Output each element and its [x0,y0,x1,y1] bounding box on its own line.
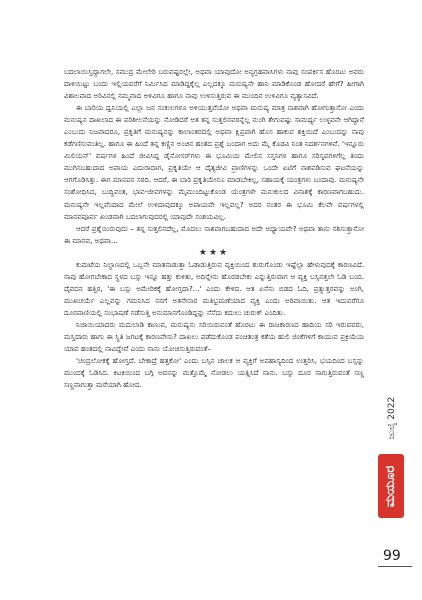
issue-date-label [372,388,412,448]
article-body [64,66,364,391]
article-paragraph: ಈ ಬಾರಿಯ ಧ್ವನಿಯಲ್ಲಿ ಎಲ್ಲಾ ಜನ ಸಂಕುಲಗಳೂ ಅಳಿಯುತ್ತವೆಯೋ ಅಥವಾ ಮನುಷ್ಯ ಮಾತ್ರ ನಾಶವಾಗಿ ಹೋಗುತ್ತಾನೋ ಎಂದು ಮನುಷ್ಯನ ದಾಖಲಾದ ಈ ಪರಿಶೀಲನೆಯನ್ನು ನೋಡಿದರೆ ಆತ ತನ್ನ ಸುತ್ತಲಿನವರನ್ನೆಲ್ಲ ನುಂಗಿ ತೇಗುವಷ್ಟು ಸಾಮರ್ಥ್ಯ ಉಳ್ಳವನೇ ಆಗಿದ್ದಾನೆ ಎಂಬುದು ನಿಜವಾದರೂ, ಪ್ರಕೃತಿಗೆ ಮನುಷ್ಯನನ್ನು ಕಾಲಾಂತರದಲ್ಲಿ ಅಥವಾ ಕ್ಷಿಪ್ರವಾಗಿ ಹೊಸ ಹಾಕುವ ಶಕ್ತಿಯಿದೆ ಎಂಬುದನ್ನು ನಾವು ಕಡೆಗಣಿಸುವಂತಿಲ್ಲ. ಹಾಗೂ ಈ ಹಿಂದೆ ತನ್ನ ಕಣ್ಣಿನ ಅಂಚಿನ ಹಂತದ ಪ್ರಶ್ನೆ ಬಂದಾಗ ಅದು ಮೈ ಕೊಡವಿ ನಿಂತ ನಿದರ್ಶನಗಳಿವೆ. 'ಇನ್ನೂರು ಮಿಲಿಯನ್' ವರ್ಷಗಳ ಹಿಂದೆ ಜೀವಿಸಿದ್ದ ಡೈನೋಸರ್‌ಗಳು ಈ ಭೂಮಿಯ ಮೇಲಿನ ಸಸ್ತನಿಗಳ ಹಾಗೂ ಸರಿಸೃಪಗಳಿಗೆಲ್ಲ ತಿಂದು ಮುಗಿಸಬಹುದಾದ ಅಪಾಯ ಎದುರಾದಾಗ, ಪ್ರಕೃತಿಯೇ ಆ ದೈತ್ಯಜೀವಿ ಪ್ರಾಣಿಗಳನ್ನು ಒಂದೇ ಏಟಿಗೆ ನಾಶಪಡಿಸುವ ಘಟನೆಯನ್ನು ಆಗಗೊಡಿಸಿತ್ತು. ಈಗ ಮಾನವನ ಸರದಿ. ಆದರೆ, ಈ ಬಾರಿ ಪ್ರಕೃತಿಯೇನೂ ಮಾಡಬೇಕಿಲ್ಲ, ಸಹಾಯಕ್ಕೆ ಯಂತ್ರಗಳು ಬಂದಾವು. ಮನುಷ್ಯನೇ ಸಂಶೋಧಿಸಿದ, ಬುದ್ಧಿವಂತ, ಭಾವ-ಜೀವಗಳನ್ನು ಮೈಮುಂದಿಟ್ಟುಕೊಂಡ ಯಂತ್ರಗಳೇ ಮನುಕುಲದ ವಿನಾಶಕ್ಕೆ ಕಾರಣವಾಗಬಹುದು. ಮನುಷ್ಯನೇ ಇಲ್ಲವೆಂದಾದ ಮೇಲೆ ಉಳಿದಾವುದಕ್ಕೂ ಅಪಾಯವೇ ಇಲ್ಲವಲ್ಲ? ಅದರ ನಂತರ ಈ ಭೂಮಿ ಕೆಲವೇ ವರ್ಷಗಳಲ್ಲಿ ಮಾನವಪೂರ್ವ ಖಂಡವಾಗಿ ಬದಲಾಗುವುದರಲ್ಲಿ ಯಾವುದೇ ಸಂಶಯವಿಲ್ಲ. [64,103,364,221]
magazine-logo-text: ಮಯೂರ [383,465,399,507]
article-paragraph: ಕುಮಟೆಯ ನಿಲ್ದಾಣದಲ್ಲಿ ಒಬ್ಬನೇ ಮಾತನಾಡುತ್ತಾ ಓಡಾಡುತ್ತಿರುವ ವ್ಯಕ್ತಿಯಿಂದ ಶುರುಗೊಂಡು ಇಷ್ಟೆಲ್ಲಾ ಹೇಳುವುದಕ್ಕೆ ಕಾರಣವಿದೆ. ನಾವು ಹೋಗಬೇಕಾದ ಸ್ಥಳದ ಬಸ್ಸು ಇನ್ನೂ ಹತ್ತು ಕುಳಿತು, ಅದಿನ್ನೇನು ಹೊರಡಬೇಕು ಎನ್ನುತ್ತಿರುವಾಗ ಆ ವ್ಯಕ್ತಿ ಬಸ್ಸಿನತ್ತಲೇ ಓಡಿ ಬಂದ. ದೈವದನ ಹತ್ತಿರ, 'ಈ ಬಸ್ಸು ಅಮೇರಿಕಕ್ಕೆ ಹೋಗ್ತದಾ?...' ಎಂದು ಕೇಳಿದ. ಆತ ಏನೆನು ಬಿಡದ ಓದಿ, ಪ್ರತ್ಯುತ್ತರವನ್ನು ಅಂಗಿ, ಮುಖಚರ್ಯೆ ಎಲ್ಲವನ್ನು ಗಮನಿಸಿದ ನನಗೆ ಅತನೇನಾರ ಮತಿಭ್ರಮಣೆಯಾದ ವ್ಯಕ್ತಿ ಎಂದು ಅರಿವಾಯಿತು. ಆತ ಇದುವರೆಗೂ ದೂರವಾಣಿಯಲ್ಲಿ ಸಂಭಾಷಣೆ ನಡೆಸುತ್ತಿ ಅನುಮಾನಗೊಂಡಿದ್ದನ್ನು ನೆನೆದು ಕದುಲು ಚುರುಕ್ ಎಂದಿತು. [64,259,364,317]
section-separator: ★★★ [198,247,230,258]
issue-date-text: ಜುಲೈ 2022 [387,396,398,440]
magazine-logo [378,454,404,518]
page-number-rule [378,566,412,567]
article-paragraph: ಆದರೆ ಪ್ರಶ್ನೆಯಿರುವುದು – ತನ್ನ ಸುತ್ತಲಿನದೆಲ್ಲ, ಮೊದಲು ನಾಶವಾಗಬಹುದಾದ ಅದೇ ಅಧ್ಯಾಯವೇ? ಅಥವಾ ತಾನು ನಶಿಸುತ್ತಾನೋ ಈ ಮಾನವ, ಅಥವಾ... [64,223,364,245]
article-paragraph: 'ಚಂದ್ರಲೋಕಕ್ಕೆ ಹೋಗ್ತದೆ. ಬೇಕಾದ್ರೆ ಹತ್ತಕೋ' ಎಂದು ಬಸ್ಸಿನ ಚಾಲಕ ಆ ವ್ಯಕ್ತಿಗೆ ಅಪಹಾಸ್ಯದಿಂದ ಉತ್ತರಿಸಿ, ಭಯದಿಂದ ಬಸ್ಸನ್ನು ಮುಂದಕ್ಕೆ ಓಡಿಸಿದ. ಕಿಟಕಿಯಿಂದ ಬಗ್ಗಿ ಅವನನ್ನು ಮತ್ತೊಮ್ಮೆ ನೋಡಲು ಯತ್ನಿಸಿದೆ ನಾನು. ಬಸ್ಸು ದೂರ ಸಾಗುತ್ತಿರುವಂತೆ ಸಣ್ಣ ಸಣ್ಣವಾಗುತ್ತಾ ಮರೆಯಾಗಿ ಹೋದ. [64,356,364,390]
article-paragraph: ಬದಲಾಯಿಸ್ತಿದ್ದಾಗಲೇ, ಸಮುದ್ರ ಮೇಲೇರಿ ಬರುವಷ್ಟರಲ್ಲೇ, ಅಥವಾ ಯಾವುದೋ ಅನ್ಯಗ್ರಹವಾಸಿಗಳು ನಾವು ಸಂಪರ್ಕಿಸ ಹೊರಟು ಅವರು ದಾಳಿಯಿಟ್ಟು ಬಂದು ಇಲ್ಲಿಯವರೆಗೆ ನಿರ್ಮಿಸಿದ ಮಾಡಿದ್ದಕ್ಕೆಲ್ಲ ಎಲ್ಲದಕ್ಕೂ ಮನುಷ್ಯನೇ ಹಾನಿ ಮಾಡಿಕೊಂಡ ಹೋದರೆ ಹೇಗೆ? ಹೀಗಾಗಿ ವಿಶಾಲವಾದ ಅರಿವಿನಲ್ಲಿ ನಮ್ಮವಾದ ಅಳಿವಿಗೂ ಹಾಗೂ ನಾವು ಉಳಿಸುತ್ತಿರುವ ಈ ಮುಂದಿನ ಉಳಿವಿಗೂ ವ್ಯತ್ಯಾಸವಿದೆ. [64,67,364,101]
page-number: 99 [383,548,401,564]
article-paragraph: ನಿಜಾಯಿಯಾದರು ಮದುಲಾಡಿ ಕಾಣುವ, ಮನುಷ್ಯನು ಸರಿಯಿರುವಂತೆ ಹೊರಟು ಈ ರಾಜಕಾರಣದ ಹಾದಿಯ ಸರಿ ಇರುವವರು, ಮಸ್ತಿದಾರು ಹಾಗು ಈ ಸ್ಥಿತಿ ಜಗಟಕ್ಕೆ ಕಾರಣವೇನು? ದಾಖಲು ಪಡೆದುಕೊಂಡ ಪಂಚಿತಂತ್ರ ಕತೆಯ ಹುಲಿ ಜಿಂಕೆಗಳಿಗೆ ಕಾಯುವ ಪ್ರಕ್ರಿಯೆಯ ಯಾವ ಹಂತದಲ್ಲಿ ನಾವಿದ್ದೇವೆ ಎಂದು ನಾನು ಯೋಚಿಸುತ್ತಿರುವಂತೆ– [64,319,364,354]
